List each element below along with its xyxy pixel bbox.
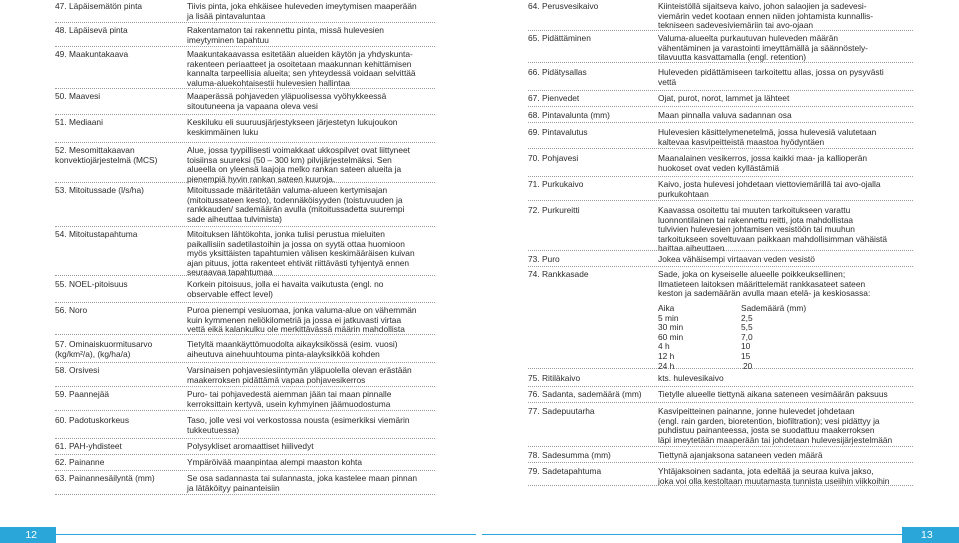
entry-separator [528, 200, 913, 201]
glossary-definition: Tiettynä ajanjaksona sataneen veden määrä [658, 450, 823, 460]
glossary-definition: Varsinaisen pohjavesiesiintymän yläpuolella olevan erästään maakerroksen pidättämä vapaa pohjavesikerros [187, 365, 412, 385]
entry-separator [55, 410, 435, 411]
glossary-term: 67. Pienvedet [528, 93, 580, 103]
rain-intensity-table [658, 304, 806, 371]
entry-separator [528, 148, 913, 149]
glossary-definition: Puroa pienempi vesiuomaa, jonka valuma-alue on vähemmän kuin kymmenen neliökilometriä ja jossa ei jatkuvasti virtaa vettä eikä kalankulku ole merkittävässä määrin mahdollista [187, 305, 417, 335]
table-cell: 4 h [658, 341, 670, 352]
glossary-term: 53. Mitoitussade (l/s/ha) [55, 185, 144, 195]
entry-separator [528, 176, 913, 177]
glossary-definition: Puro- tai pohjavedestä aiemman jään tai maan pinnalle kerroksittain kertyvä, usein kyhmyinen jäämuodostuma [187, 389, 392, 409]
glossary-definition: Rakentamaton tai rakennettu pinta, missä hulevesien imeytyminen tapahtuu [187, 25, 384, 45]
table-row [658, 333, 806, 343]
glossary-definition: Huleveden pidättämiseen tarkoitettu allas, jossa on pysyvästi vettä [658, 67, 884, 87]
table-header-cell: Sademäärä (mm) [741, 303, 807, 313]
glossary-definition: Mitoituksen lähtökohta, jonka tulisi perustua mieluiten paikallisiin sadetilastoihin ja jossa on syytä ottaa huomioon myös yksittäisten tapahtumien välisen keskimääräisen kuivan ajan pituus, jotta rakenteet ehtivät riittävästi tyhjentyä ennen seuraavaa tapahtumaa [187, 229, 415, 278]
entry-separator [528, 446, 913, 447]
entry-separator [528, 122, 913, 123]
glossary-term: 63. Painannesäilyntä (mm) [55, 473, 155, 483]
glossary-term: 60. Padotuskorkeus [55, 415, 130, 425]
glossary-term: 50. Maavesi [55, 91, 101, 101]
glossary-term: 79. Sadetapahtuma [528, 466, 602, 476]
glossary-term: 61. PAH-yhdisteet [55, 441, 122, 451]
table-cell: 12 h [658, 350, 675, 361]
glossary-term: 64. Perusvesikaivo [528, 1, 599, 11]
entry-separator [55, 362, 435, 363]
entry-separator [55, 470, 435, 471]
table-cell: 10 [741, 341, 751, 352]
table-header-row [658, 304, 806, 314]
glossary-definition: Kasvipeitteinen painanne, jonne hulevedet johdetaan (engl. rain garden, bioretention, biofiltration); vesi pidättyy ja puhdistuu painanteessa, josta se suodattuu maakerroksen läpi imeytetään maaperään tai johdetaan hulevesijärjestelmään [658, 406, 893, 445]
table-header-cell: Aika [658, 303, 675, 313]
glossary-term: 75. Ritiläkaivo [528, 373, 581, 383]
entry-separator [55, 302, 435, 303]
glossary-definition: Kaivo, josta hulevesi johdetaan viettoviemärillä tai avo-ojalla purkukohtaan [658, 179, 881, 199]
glossary-term: 78. Sadesumma (mm) [528, 450, 611, 460]
entry-separator [55, 494, 435, 495]
glossary-definition: Taso, jolle vesi voi verkostossa nousta (esimerkiksi viemärin tukkeutuessa) [187, 415, 410, 435]
glossary-term: 65. Pidättäminen [528, 33, 591, 43]
table-cell: 7,0 [741, 331, 753, 342]
glossary-term: 49. Maakuntakaava [55, 49, 129, 59]
table-cell: 20 [743, 360, 753, 371]
glossary-term: 56. Noro [55, 305, 88, 315]
glossary-term: 77. Sadepuutarha [528, 406, 595, 416]
entry-separator [55, 275, 435, 276]
glossary-term: 54. Mitoitustapahtuma [55, 229, 138, 239]
entry-separator [55, 22, 435, 23]
table-row [658, 352, 806, 362]
glossary-definition: Tietyltä maankäyttömuodolta aikayksikössä (esim. vuosi) aiheutuva ainehuuhtouma pinta-alayksikköä kohden [187, 339, 398, 359]
glossary-term: 55. NOEL-pitoisuus [55, 279, 128, 289]
footer-rule-left [56, 534, 476, 535]
glossary-term: 66. Pidätysallas [528, 67, 587, 77]
glossary-term: 51. Mediaani [55, 117, 103, 127]
table-cell: 24 h [658, 360, 675, 371]
entry-separator [55, 46, 435, 47]
entry-separator [55, 182, 435, 183]
entry-separator [528, 106, 913, 107]
glossary-term: 73. Puro [528, 254, 560, 264]
table-cell: 60 min [658, 331, 684, 342]
glossary-definition: Ympäröivää maanpintaa alempi maaston kohta [187, 457, 363, 467]
footer-rule-right [482, 534, 902, 535]
glossary-term: 70. Pohjavesi [528, 153, 579, 163]
page-number-right: 13 [921, 529, 933, 541]
entry-separator [55, 438, 435, 439]
glossary-definition: Sade, joka on kyseiselle alueelle poikkeuksellinen; Ilmatieteen laitoksen määrittelemät rankkasateet sateen keston ja sademäärän avulla maan etelä- ja keskiosassa: [658, 269, 871, 299]
glossary-term: 62. Painanne [55, 457, 105, 467]
glossary-definition: Korkein pitoisuus, jolla ei havaita vaikutusta (engl. no observable effect level) [187, 279, 384, 299]
entry-separator [55, 454, 435, 455]
footer-left-page-tab [0, 527, 56, 543]
glossary-term: 52. Mesomittakaavan konvektiojärjestelmä (MCS) [55, 145, 158, 165]
table-row [658, 362, 806, 372]
glossary-definition: Maaperässä pohjaveden yläpuolisessa vyöhykkeessä sitoutuneena ja vapaana oleva vesi [187, 91, 387, 111]
glossary-term: 69. Pintavalutus [528, 127, 588, 137]
glossary-definition: Ojat, purot, norot, lammet ja lähteet [658, 93, 790, 103]
glossary-definition: Maan pinnalla valuva sadannan osa [658, 110, 792, 120]
entry-separator [55, 142, 435, 143]
entry-separator [55, 334, 435, 335]
entry-separator [528, 30, 913, 31]
glossary-term: 76. Sadanta, sademäärä (mm) [528, 389, 642, 399]
glossary-definition: Keskiluku eli suuruusjärjestykseen järjestetyn lukujoukon keskimmäinen luku [187, 117, 398, 137]
table-cell: 30 min [658, 322, 684, 333]
table-cell: 5,5 [741, 322, 753, 333]
glossary-term: 74. Rankkasade [528, 269, 589, 279]
glossary-term: 48. Läpäisevä pinta [55, 25, 128, 35]
glossary-term: 57. Ominaiskuormitusarvo (kg/km²/a), (kg/ha/a) [55, 339, 153, 359]
glossary-definition: Kaavassa osoitettu tai muuten tarkoitukseen varattu luonnontilainen tai rakennettu reitti, jota mahdollistaa tulvivien hulevesien johtamisen vesistöön tai muuhun tarkoitukseen soveltuvaan paikkaan mahdollisimman vähäistä haittaa aiheuttaen [658, 205, 888, 254]
glossary-term: 59. Paannejää [55, 389, 110, 399]
page-number-left: 12 [25, 529, 37, 541]
glossary-term: 58. Orsivesi [55, 365, 100, 375]
entry-separator [55, 114, 435, 115]
table-row [658, 342, 806, 352]
entry-separator [55, 386, 435, 387]
entry-separator [528, 90, 913, 91]
entry-separator [528, 386, 913, 387]
glossary-definition: Valuma-alueelta purkautuvan huleveden määrän vähentäminen ja varastointi imeyttämällä ja säännöstely- tilavuutta kasvattamalla (engl. retention) [658, 33, 868, 63]
glossary-definition: Maakuntakaavassa esitetään alueiden käytön ja yhdyskunta- rakenteen periaatteet ja osoitetaan maakunnan kehittämisen kannalta tarpeellisia alueita; sen yhteydessä voidaan selvittää valuma-aluekohtaisestii hulevesien hallintaa [187, 49, 416, 88]
table-cell: 2,5 [741, 312, 753, 323]
glossary-definition: Tiivis pinta, joka ehkäisee huleveden imeytymisen maaperään ja lisää pintavaluntaa [187, 1, 417, 21]
glossary-definition: Hulevesien käsittelymenetelmä, jossa hulevesiä valutetaan kaltevaa kasvipeitteistä maastoa hyödyntäen [658, 127, 877, 147]
glossary-definition: Se osa sadannasta tai sulannasta, joka kastelee maan pinnan ja lätäköityy painanteisiin [187, 473, 418, 493]
glossary-definition: Maanalainen vesikerros, jossa kaikki maa- ja kallioperän huokoset ovat veden kyllästämiä [658, 153, 868, 173]
footer-right-page-tab [902, 527, 959, 543]
entry-separator [55, 226, 435, 227]
entry-separator [528, 62, 913, 63]
entry-separator [528, 462, 913, 463]
glossary-term: 72. Purkureitti [528, 205, 580, 215]
entry-separator [528, 485, 913, 486]
entry-separator [528, 402, 913, 403]
glossary-definition: Yhtäjaksoinen sadanta, jota edeltää ja seuraa kuiva jakso, joka voi olla kestoltaan muutamasta tunnista useiihin viikkoihin [658, 466, 890, 486]
glossary-definition: kts. hulevesikaivo [658, 373, 724, 383]
entry-separator [528, 266, 913, 267]
glossary-definition: Polysykliset aromaattiset hiilivedyt [187, 441, 314, 451]
glossary-definition: Jokea vähäisempi virtaavan veden vesistö [658, 254, 815, 264]
table-cell: 15 [741, 350, 751, 361]
glossary-term: 68. Pintavalunta (mm) [528, 110, 610, 120]
glossary-term: 47. Läpäisemätön pinta [55, 1, 143, 11]
glossary-definition: Kiinteistöllä sijaitseva kaivo, johon salaojien ja sadevesi- viemärin vedet kootaan ennen niiden johtamista kunnallis- tekniseen sadevesiviemäriin tai avo-ojaan [658, 1, 874, 31]
glossary-definition: Tietylle alueelle tiettynä aikana sateneen vesimäärän paksuus [658, 389, 888, 399]
entry-separator [528, 250, 913, 251]
entry-separator [55, 88, 435, 89]
table-cell: 5 min [658, 312, 679, 323]
glossary-definition: Alue, jossa tyypillisesti voimakkaat ukkospilvet ovat liittyneet toisiinsa suureksi (50 – 300 km) pilvijärjestelmäksi. Sen alueella on yleensä laajoja melko rankan sateen alueita ja pienempiä hyvin rankan sateen kuuroja. [187, 145, 410, 184]
glossary-term: 71. Purkukaivo [528, 179, 584, 189]
glossary-definition: Mitoitussade määritetään valuma-alueen kertymisajan (mitoitussateen kesto), todennäköisyyden (toistuvuuden ja rankkauden/ sademäärän avulla (mitoitussadetta suurempi sade aiheuttaa tulvimista) [187, 185, 405, 224]
